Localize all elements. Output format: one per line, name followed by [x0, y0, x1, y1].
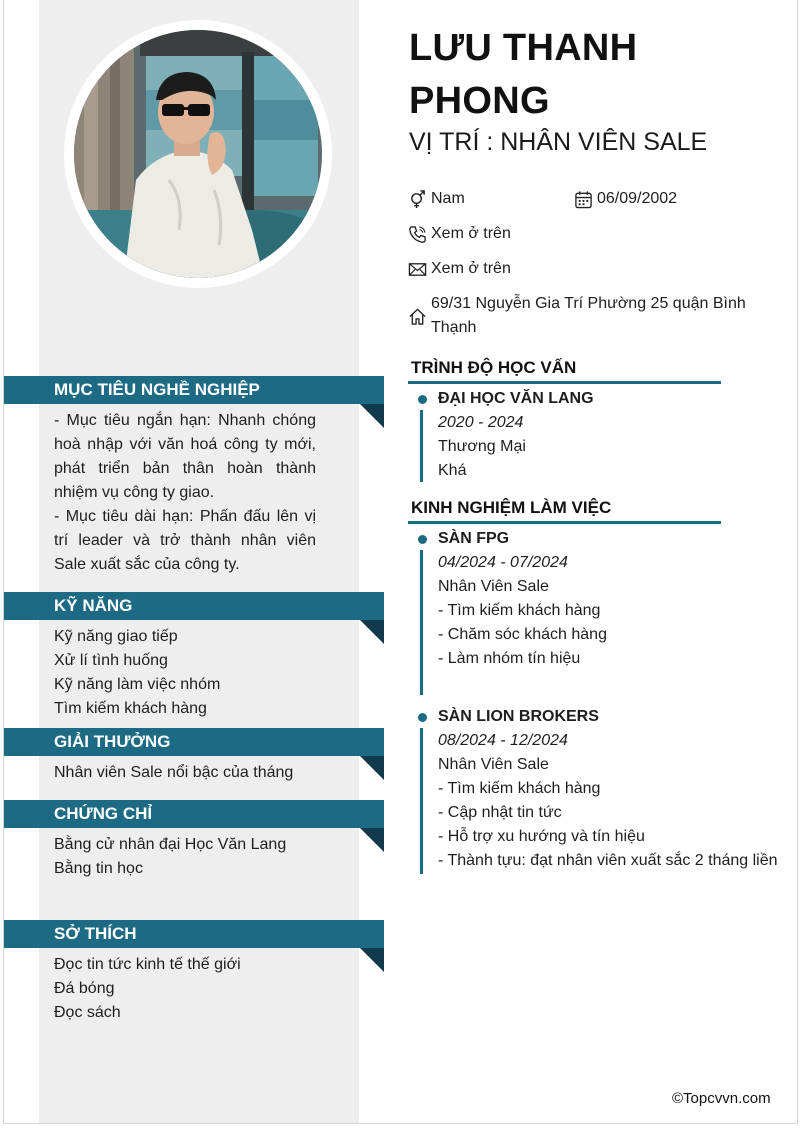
job-position: VỊ TRÍ : NHÂN VIÊN SALE — [409, 128, 708, 156]
mail-icon — [408, 260, 427, 279]
objective-long-term: - Mục tiêu dài hạn: Phấn đấu lên vị trí leader và trở thành nhân viên Sale xuất sắc của công ty. — [54, 508, 316, 573]
name-line-1: LƯU THANH — [409, 27, 638, 69]
ribbon-fold — [360, 756, 384, 780]
list-item: Bằng cử nhân đại Học Văn Lang — [54, 836, 287, 853]
ribbon-fold — [360, 404, 384, 428]
gender-icon — [408, 190, 427, 209]
address-line-1: 69/31 Nguyễn Gia Trí Phường 25 quận Bình — [431, 295, 746, 312]
list-item: Kỹ năng làm việc nhóm — [54, 676, 221, 693]
skills-title: KỸ NĂNG — [54, 596, 133, 615]
list-item: Đọc sách — [54, 1004, 121, 1021]
footer-credit: ©Topcvvn.com — [672, 1090, 771, 1107]
phone-icon — [408, 225, 427, 244]
list-item: Xử lí tình huống — [54, 652, 168, 669]
birthday-info — [574, 187, 677, 211]
list-item: Đá bóng — [54, 980, 115, 997]
hobbies-list — [54, 953, 316, 1025]
education-title: TRÌNH ĐỘ HỌC VẤN — [411, 358, 577, 377]
certificates-list — [54, 833, 316, 881]
birthday-value: 06/09/2002 — [597, 190, 678, 207]
job-task: - Làm nhóm tín hiệu — [438, 650, 581, 667]
job-period: 04/2024 - 07/2024 — [438, 554, 568, 571]
gender-value: Nam — [431, 190, 465, 207]
skills-list — [54, 625, 316, 721]
list-item: Bằng tin học — [54, 860, 143, 877]
timeline-line — [420, 550, 423, 695]
candidate-name — [409, 22, 637, 128]
calendar-icon — [574, 190, 593, 209]
job-task: - Chăm sóc khách hàng — [438, 626, 607, 643]
education-entry — [438, 387, 594, 483]
certificates-title: CHỨNG CHỈ — [54, 804, 153, 823]
gender-info — [408, 187, 465, 211]
email-value: Xem ở trên — [431, 260, 511, 277]
list-item: Kỹ năng giao tiếp — [54, 628, 178, 645]
education-period: 2020 - 2024 — [438, 414, 524, 431]
job-period: 08/2024 - 12/2024 — [438, 732, 568, 749]
timeline-line — [420, 728, 423, 874]
phone-info — [408, 222, 511, 246]
awards-list — [54, 761, 316, 785]
phone-value: Xem ở trên — [431, 225, 511, 242]
ribbon-fold — [360, 620, 384, 644]
education-divider — [408, 381, 721, 384]
awards-title: GIẢI THƯỞNG — [54, 732, 171, 751]
address-info — [408, 292, 748, 340]
certificates-heading — [4, 800, 384, 828]
email-info — [408, 257, 511, 281]
timeline-dot — [418, 395, 427, 404]
experience-divider — [408, 521, 721, 524]
list-item: Tìm kiếm khách hàng — [54, 700, 207, 717]
job-role: Nhân Viên Sale — [438, 578, 549, 595]
school-name: ĐẠI HỌC VĂN LANG — [438, 390, 594, 407]
avatar — [74, 30, 322, 278]
job-task: - Cập nhật tin tức — [438, 804, 562, 821]
objective-short-term: - Mục tiêu ngắn hạn: Nhanh chóng hoà nhập với văn hoá công ty mới, phát triển bản thân hoàn thành nhiệm vụ công ty giao. — [54, 412, 316, 501]
ribbon-fold — [360, 828, 384, 852]
job-entry — [438, 705, 778, 873]
hobbies-title: SỞ THÍCH — [54, 924, 137, 943]
address-line-2: Thạnh — [431, 319, 477, 336]
list-item: Đọc tin tức kinh tế thế giới — [54, 956, 241, 973]
education-grade: Khá — [438, 462, 467, 479]
timeline-line — [420, 410, 423, 482]
job-role: Nhân Viên Sale — [438, 756, 549, 773]
company-name: SÀN FPG — [438, 530, 510, 547]
objective-title: MỤC TIÊU NGHỀ NGHIỆP — [54, 380, 260, 399]
objective-heading — [4, 376, 384, 404]
job-task: - Thành tựu: đạt nhân viên xuất sắc 2 tháng liền — [438, 852, 778, 869]
objective-body — [54, 409, 316, 577]
timeline-dot — [418, 713, 427, 722]
education-major: Thương Mại — [438, 438, 526, 455]
timeline-dot — [418, 535, 427, 544]
experience-title: KINH NGHIỆM LÀM VIỆC — [411, 498, 612, 517]
job-task: - Tìm kiếm khách hàng — [438, 780, 601, 797]
skills-heading — [4, 592, 384, 620]
ribbon-fold — [360, 948, 384, 972]
name-line-2: PHONG — [409, 80, 550, 122]
job-task: - Hỗ trợ xu hướng và tín hiệu — [438, 828, 645, 845]
list-item: Nhân viên Sale nổi bậc của tháng — [54, 764, 294, 781]
awards-heading — [4, 728, 384, 756]
job-task: - Tìm kiếm khách hàng — [438, 602, 601, 619]
hobbies-heading — [4, 920, 384, 948]
company-name: SÀN LION BROKERS — [438, 708, 599, 725]
job-entry — [438, 527, 607, 671]
home-icon — [408, 307, 427, 326]
